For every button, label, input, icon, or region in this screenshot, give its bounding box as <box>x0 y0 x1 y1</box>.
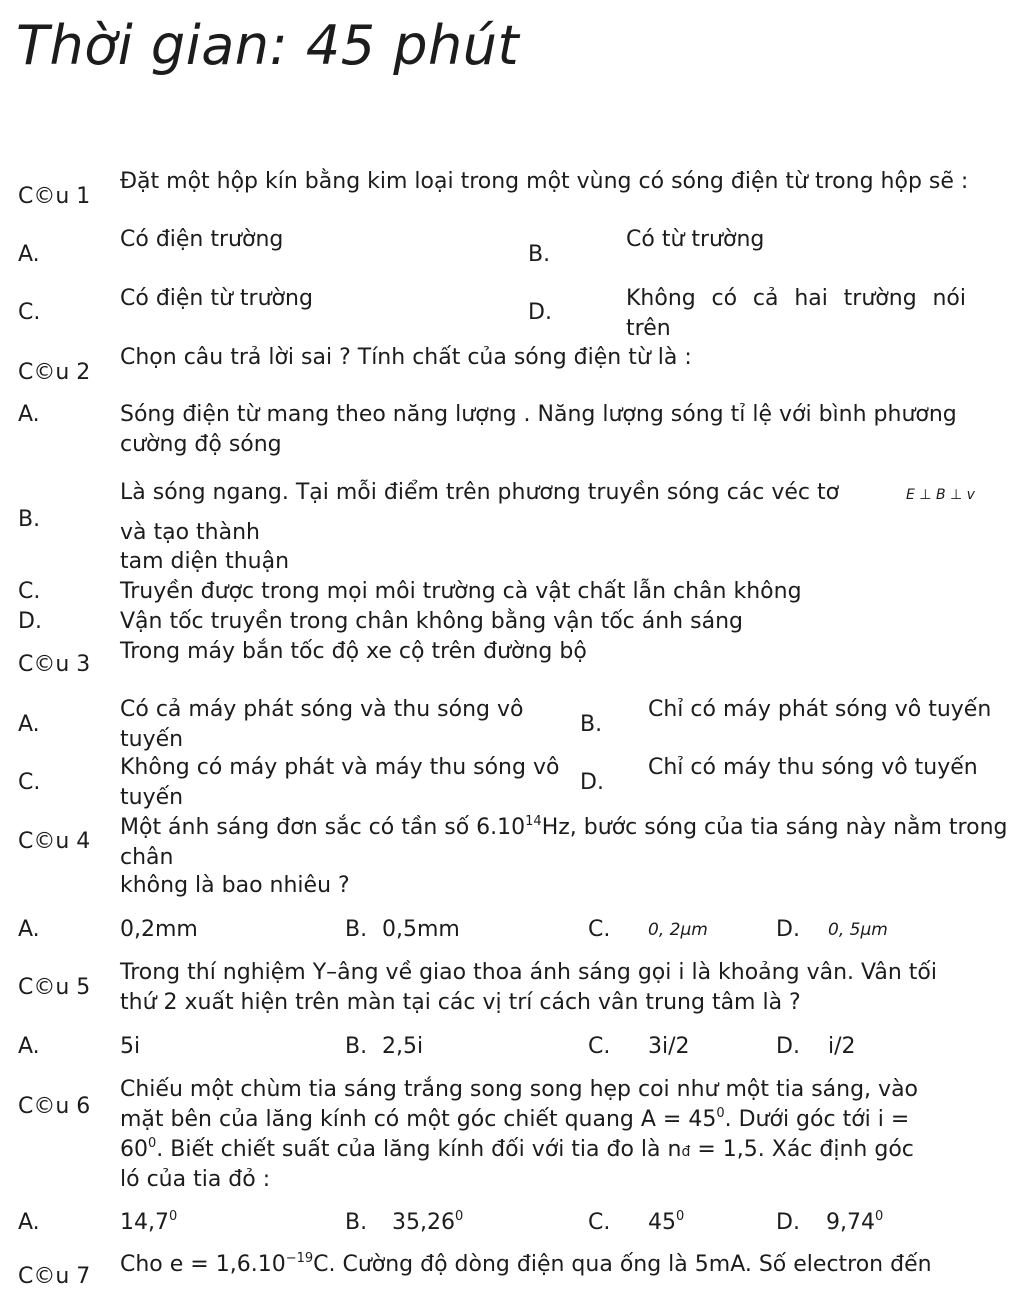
q2-option-c-letter: C. <box>18 579 41 604</box>
q6-option-d-letter: D. <box>776 1210 800 1235</box>
question-1-label: C©u 1 <box>18 184 91 209</box>
question-4-text <box>120 813 1010 873</box>
question-6-line2 <box>120 1105 909 1135</box>
q6-option-c-letter: C. <box>588 1210 611 1235</box>
q3-option-a-letter: A. <box>18 712 40 737</box>
question-4-label: C©u 4 <box>18 829 91 854</box>
question-3-label: C©u 3 <box>18 652 91 677</box>
q1-option-a-letter: A. <box>18 242 40 267</box>
q1-option-c-letter: C. <box>18 300 41 325</box>
q4-option-d-letter: D. <box>776 917 800 942</box>
q6-degree: 0 <box>716 1106 725 1121</box>
q2-option-b-line2: và tạo thành <box>120 520 260 545</box>
q6-option-a-letter: A. <box>18 1210 40 1235</box>
q5-option-b-letter: B. <box>345 1034 368 1059</box>
q6-option-b-value: 35,26 <box>392 1210 455 1235</box>
q3-option-c: Không có máy phát và máy thu sóng vô tuyến <box>120 755 560 810</box>
q4-option-a-letter: A. <box>18 917 40 942</box>
question-5-label: C©u 5 <box>18 975 91 1000</box>
q2-option-b-letter: B. <box>18 507 41 532</box>
q1-option-d: Không có cả hai trường nói trên <box>626 286 966 341</box>
question-7-text <box>120 1250 932 1280</box>
q6-option-b <box>392 1208 463 1238</box>
question-2-label: C©u 2 <box>18 360 91 385</box>
q1-option-b: Có từ trường <box>626 227 765 252</box>
q6-line3-mid: . Biết chiết suất của lăng kính đối với tia đo là n <box>156 1137 682 1162</box>
q6-line3-num: 60 <box>120 1137 148 1162</box>
q2-option-b-line1: Là sóng ngang. Tại mỗi điểm trên phương truyền sóng các véc tơ <box>120 480 840 505</box>
q3-option-d-letter: D. <box>580 770 604 795</box>
question-6-line1: Chiếu một chùm tia sáng trắng song song hẹp coi như một tia sáng, vào <box>120 1077 919 1102</box>
q7-text-pre: Cho e = 1,6.10 <box>120 1252 286 1277</box>
q5-option-b: 2,5i <box>382 1034 424 1059</box>
q1-option-d-letter: D. <box>528 300 552 325</box>
q2-option-a: Sóng điện từ mang theo năng lượng . Năng lượng sóng tỉ lệ với bình phương cường độ sóng <box>120 402 957 457</box>
q5-option-d-letter: D. <box>776 1034 800 1059</box>
q2-option-a-letter: A. <box>18 402 40 427</box>
q6-option-c-degree: 0 <box>676 1209 685 1224</box>
q7-exponent: −19 <box>285 1251 314 1266</box>
vector-formula: E ⊥ B ⊥ v <box>906 487 975 503</box>
q6-line2-pre: mặt bên của lăng kính có một góc chiết quang A = 45 <box>120 1107 717 1132</box>
q4-option-c-letter: C. <box>588 917 611 942</box>
q1-option-a: Có điện trường <box>120 227 284 252</box>
q1-option-b-letter: B. <box>528 242 551 267</box>
q6-option-c-value: 45 <box>648 1210 676 1235</box>
q6-option-a-degree: 0 <box>168 1209 178 1224</box>
q5-option-d: i/2 <box>828 1034 856 1059</box>
q3-option-d: Chỉ có máy thu sóng vô tuyến <box>648 755 978 780</box>
q7-text-post: C. Cường độ dòng điện qua ống là 5mA. Số electron đến <box>313 1252 932 1277</box>
q4-text-post: Hz, bước sóng của tia sáng này nằm trong chân <box>120 815 1008 870</box>
question-6-line3 <box>120 1135 914 1167</box>
q3-option-a: Có cả máy phát sóng và thu sóng vô tuyến <box>120 697 524 752</box>
question-6-label: C©u 6 <box>18 1094 91 1119</box>
q4-exponent: 14 <box>525 814 542 829</box>
q6-option-b-letter: B. <box>345 1210 368 1235</box>
q4-option-c: 0, 2μm <box>648 920 708 940</box>
q6-line3-post: = 1,5. Xác định góc <box>690 1137 914 1162</box>
q2-option-b-line3: tam diện thuận <box>120 549 290 574</box>
q3-option-b: Chỉ có máy phát sóng vô tuyến <box>648 697 992 722</box>
q6-option-d <box>826 1208 883 1238</box>
q3-option-c-letter: C. <box>18 770 41 795</box>
q4-option-a: 0,2mm <box>120 917 198 942</box>
question-6-line4: ló của tia đỏ : <box>120 1167 271 1192</box>
question-7-label: C©u 7 <box>18 1264 91 1289</box>
q5-option-a-letter: A. <box>18 1034 40 1059</box>
q5-option-c-letter: C. <box>588 1034 611 1059</box>
q4-option-b: 0,5mm <box>382 917 460 942</box>
q6-line3-sub: đ <box>681 1144 691 1160</box>
q6-option-b-degree: 0 <box>454 1209 464 1224</box>
q6-option-a-value: 14,7 <box>120 1210 169 1235</box>
question-4-text-line2: không là bao nhiêu ? <box>120 873 350 898</box>
q6-line2-post: . Dưới góc tới i = <box>724 1107 910 1132</box>
q5-option-a: 5i <box>120 1034 141 1059</box>
q6-option-a <box>120 1208 177 1238</box>
q6-option-c <box>648 1208 684 1238</box>
q6-option-d-value: 9,74 <box>826 1210 875 1235</box>
question-1-text: Đặt một hộp kín bằng kim loại trong một vùng có sóng điện từ trong hộp sẽ : <box>120 169 969 194</box>
q2-option-d: Vận tốc truyền trong chân không bằng vận tốc ánh sáng <box>120 609 743 634</box>
question-3-text: Trong máy bắn tốc độ xe cộ trên đường bộ <box>120 639 587 664</box>
q1-option-c: Có điện từ trường <box>120 286 313 311</box>
q3-option-b-letter: B. <box>580 712 603 737</box>
page-title: Thời gian: 45 phút <box>16 14 520 77</box>
q6-degree-2: 0 <box>148 1136 157 1151</box>
q6-option-d-degree: 0 <box>874 1209 884 1224</box>
question-5-text: Trong thí nghiệm Y–âng về giao thoa ánh sáng gọi i là khoảng vân. Vân tối thứ 2 xuất hiện trên màn tại các vị trí cách vân trung tâm là ? <box>120 960 937 1015</box>
q5-option-c: 3i/2 <box>648 1034 690 1059</box>
q4-option-d: 0, 5μm <box>828 920 888 940</box>
q2-option-d-letter: D. <box>18 609 42 634</box>
question-2-text: Chọn câu trả lời sai ? Tính chất của sóng điện từ là : <box>120 345 692 370</box>
q4-text-pre: Một ánh sáng đơn sắc có tần số 6.10 <box>120 815 526 840</box>
q2-option-c: Truyền được trong mọi môi trường cà vật chất lẫn chân không <box>120 579 802 604</box>
q4-option-b-letter: B. <box>345 917 368 942</box>
